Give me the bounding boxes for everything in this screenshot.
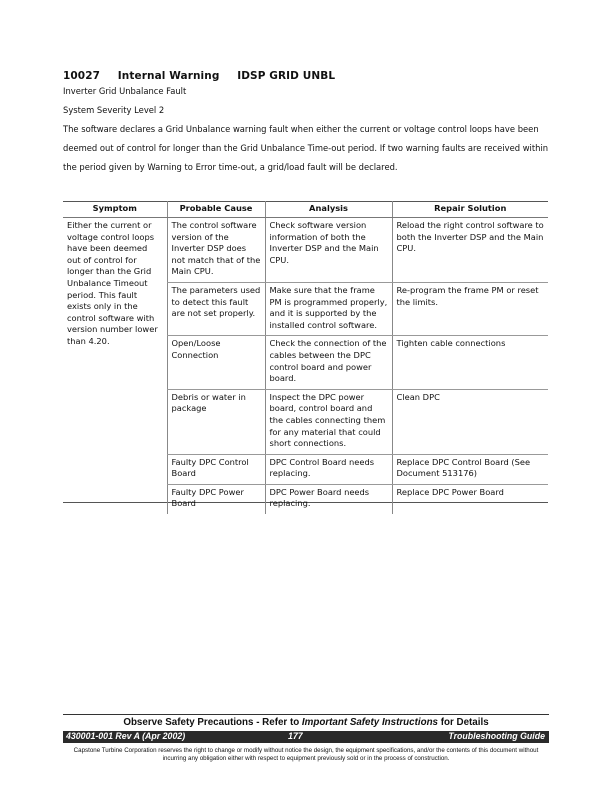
fault-title: Internal Warning: [117, 70, 220, 82]
analysis-cell: Check the connection of the cables between the DPC control board and power board.: [265, 336, 392, 389]
fault-mnemonic: IDSP GRID UNBL: [237, 70, 336, 82]
document-number: 430001-001 Rev A (Apr 2002): [66, 731, 186, 741]
repair-cell: Replace DPC Control Board (See Document 513176): [392, 454, 548, 484]
analysis-cell: DPC Power Board needs replacing.: [265, 484, 392, 514]
table-header-row: [63, 201, 548, 218]
repair-cell: Re-program the frame PM or reset the limits.: [392, 282, 548, 335]
safety-instructions-ref: Important Safety Instructions: [301, 717, 439, 728]
legal-disclaimer: Capstone Turbine Corporation reserves the right to change or modify without notice the design, the equipment specifications, and/or the contents of this document without incurring any obligation either with respect to equipment previously sold or in the process of construction.: [73, 747, 539, 762]
repair-cell: Reload the right control software to both the Inverter DSP and the Main CPU.: [392, 218, 548, 283]
troubleshooting-table: [63, 201, 548, 514]
repair-cell: Tighten cable connections: [392, 336, 548, 389]
severity-level: System Severity Level 2: [63, 105, 165, 115]
cause-cell: Faulty DPC Power Board: [167, 484, 265, 514]
safety-prefix: Observe Safety Precautions - Refer to: [123, 717, 302, 728]
safety-suffix: for Details: [438, 717, 489, 728]
cause-cell: The parameters used to detect this fault are not set properly.: [167, 282, 265, 335]
fault-name: Inverter Grid Unbalance Fault: [63, 86, 187, 96]
guide-title: Troubleshooting Guide: [448, 731, 545, 741]
header-probable-cause: Probable Cause: [167, 201, 265, 218]
footer-divider: [63, 714, 549, 715]
page-number: 177: [288, 731, 303, 741]
cause-cell: Open/Loose Connection: [167, 336, 265, 389]
analysis-cell: Check software version information of both the Inverter DSP and the Main CPU.: [265, 218, 392, 283]
safety-notice: [63, 717, 549, 728]
header-symptom: Symptom: [63, 201, 167, 218]
analysis-cell: DPC Control Board needs replacing.: [265, 454, 392, 484]
analysis-cell: Inspect the DPC power board, control board and the cables connecting them for any material that could short connections.: [265, 389, 392, 454]
fault-code: 10027: [63, 70, 101, 82]
repair-cell: Replace DPC Power Board: [392, 484, 548, 514]
fault-heading: [63, 70, 349, 82]
fault-description: The software declares a Grid Unbalance warning fault when either the current or voltage control loops have been deemed out of control for longer than the Grid Unbalance Time-out period. If two warning faults are received within the period given by Warning to Error time-out, a grid/load fault will be declared.: [63, 124, 549, 172]
symptom-cell: Either the current or voltage control loops have been deemed out of control for longer than the Grid Unbalance Timeout period. This fault exists only in the control software with version number lower than 4.20.: [67, 220, 158, 346]
cause-cell: The control software version of the Inverter DSP does not match that of the Main CPU.: [167, 218, 265, 283]
header-analysis: Analysis: [265, 201, 392, 218]
cause-cell: Faulty DPC Control Board: [167, 454, 265, 484]
header-repair-solution: Repair Solution: [392, 201, 548, 218]
repair-cell: Clean DPC: [392, 389, 548, 454]
footer-bar: [63, 731, 549, 743]
analysis-cell: Make sure that the frame PM is programmed properly, and it is supported by the installed control software.: [265, 282, 392, 335]
cause-cell: Debris or water in package: [167, 389, 265, 454]
table-row: [63, 218, 548, 283]
